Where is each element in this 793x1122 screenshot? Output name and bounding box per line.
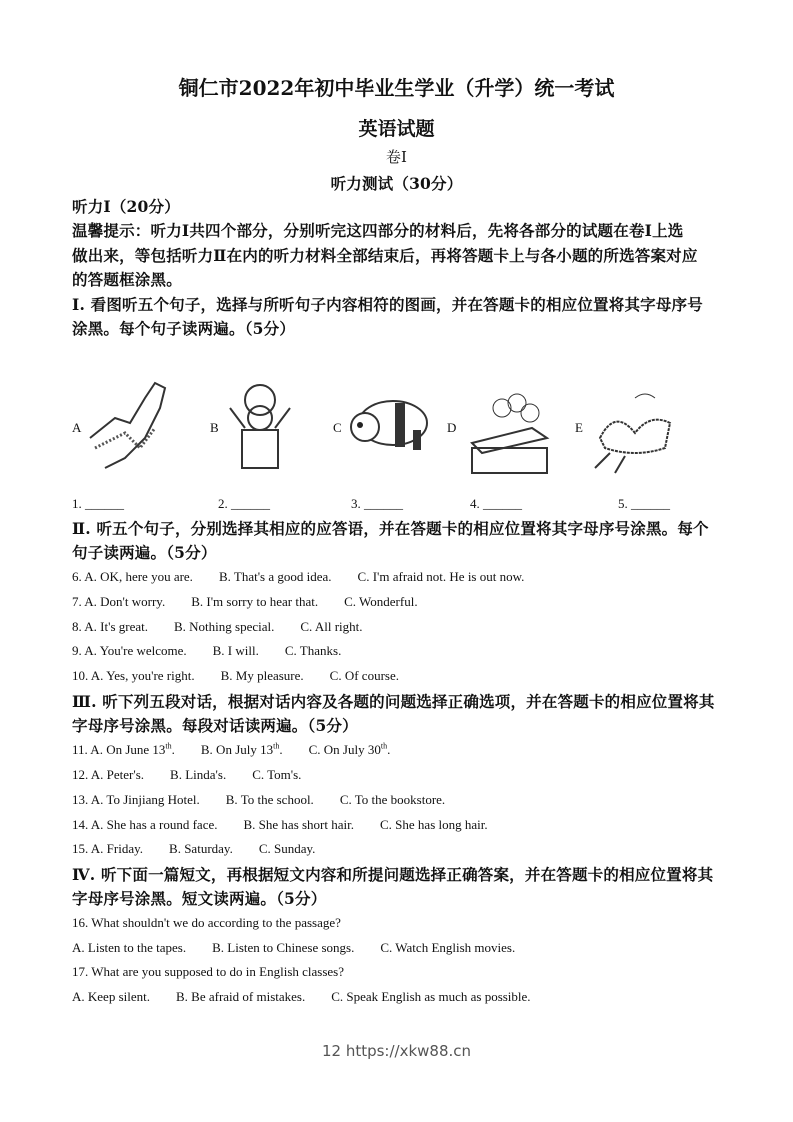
section-1-instructions: 涂黑。每个句子读两遍。（5分） bbox=[72, 319, 296, 338]
question-17: 17. What are you supposed to do in English classes? bbox=[72, 964, 344, 979]
answer-blank: 5. ______ bbox=[618, 496, 670, 511]
tiananmen-icon bbox=[462, 378, 552, 478]
section-2-instructions: 句子读两遍。（5分） bbox=[72, 543, 217, 562]
question-16: 16. What shouldn't we do according to the passage? bbox=[72, 915, 341, 930]
question-11: 11. A. On June 13th. B. On July 13th. C. On July 30th. bbox=[72, 742, 391, 758]
opera-figure-icon bbox=[220, 378, 300, 478]
section-2-instructions: Ⅱ. 听五个句子，分别选择其相应的应答语，并在答题卡的相应位置将其字母序号涂黑。每个 bbox=[72, 519, 709, 538]
panda-icon bbox=[345, 395, 430, 455]
picture-label: C bbox=[333, 420, 342, 435]
tip-line: 的答题框涂黑。 bbox=[72, 270, 182, 289]
picture-label: D bbox=[447, 420, 457, 435]
part-heading: 听力Ⅰ（20分） bbox=[72, 197, 180, 216]
picture-label: A bbox=[72, 420, 82, 435]
question-9: 9. A. You're welcome. B. I will. C. Thanks. bbox=[72, 643, 342, 658]
question-8: 8. A. It's great. B. Nothing special. C. All right. bbox=[72, 619, 363, 634]
exam-title: 铜仁市2022年初中毕业生学业（升学）统一考试 bbox=[178, 76, 615, 100]
question-16-options: A. Listen to the tapes. B. Listen to Chinese songs. C. Watch English movies. bbox=[72, 940, 516, 955]
answer-blank: 4. ______ bbox=[470, 496, 522, 511]
picture-label: E bbox=[575, 420, 583, 435]
exam-subtitle: 英语试题 bbox=[358, 118, 435, 140]
section-3-instructions: 字母序号涂黑。每段对话读两遍。（5分） bbox=[72, 716, 358, 735]
section-3-instructions: Ⅲ. 听下列五段对话，根据对话内容及各题的问题选择正确选项，并在答题卡的相应位置将其 bbox=[72, 692, 715, 711]
question-14: 14. A. She has a round face. B. She has short hair. C. She has long hair. bbox=[72, 817, 488, 832]
dragon-dance-icon bbox=[585, 378, 685, 478]
section-1-instructions: Ⅰ. 看图听五个句子，选择与所听句子内容相符的图画，并在答题卡的相应位置将其字母序号 bbox=[72, 295, 703, 314]
question-17-options: A. Keep silent. B. Be afraid of mistakes. C. Speak English as much as possible. bbox=[72, 989, 531, 1004]
section-4-instructions: Ⅳ. 听下面一篇短文，再根据短文内容和所提问题选择正确答案，并在答题卡的相应位置将其 bbox=[72, 865, 714, 884]
question-13: 13. A. To Jinjiang Hotel. B. To the school. C. To the bookstore. bbox=[72, 792, 446, 807]
page-footer: 12 https://xkw88.cn bbox=[321, 1042, 472, 1060]
question-6: 6. A. OK, here you are. B. That's a good idea. C. I'm afraid not. He is out now. bbox=[72, 569, 525, 584]
tip-line: 温馨提示：听力Ⅰ共四个部分，分别听完这四部分的材料后，先将各部分的试题在卷Ⅰ上选 bbox=[72, 221, 684, 240]
question-10: 10. A. Yes, you're right. B. My pleasure. C. Of course. bbox=[72, 668, 399, 683]
tip-line: 做出来，等包括听力Ⅱ在内的听力材料全部结束后，再将答题卡上与各小题的所选答案对应 bbox=[72, 246, 698, 265]
section-4-instructions: 字母序号涂黑。短文读两遍。（5分） bbox=[72, 889, 327, 908]
question-15: 15. A. Friday. B. Saturday. C. Sunday. bbox=[72, 841, 316, 856]
question-7: 7. A. Don't worry. B. I'm sorry to hear that. C. Wonderful. bbox=[72, 594, 418, 609]
picture-label: B bbox=[210, 420, 219, 435]
answer-blank: 3. ______ bbox=[351, 496, 403, 511]
section-heading: 听力测试（30分） bbox=[330, 174, 463, 193]
answer-blank: 2. ______ bbox=[218, 496, 270, 511]
volume-label: 卷Ⅰ bbox=[385, 148, 408, 166]
answer-blank: 1. ______ bbox=[72, 496, 124, 511]
great-wall-icon bbox=[85, 378, 180, 473]
question-12: 12. A. Peter's. B. Linda's. C. Tom's. bbox=[72, 767, 302, 782]
